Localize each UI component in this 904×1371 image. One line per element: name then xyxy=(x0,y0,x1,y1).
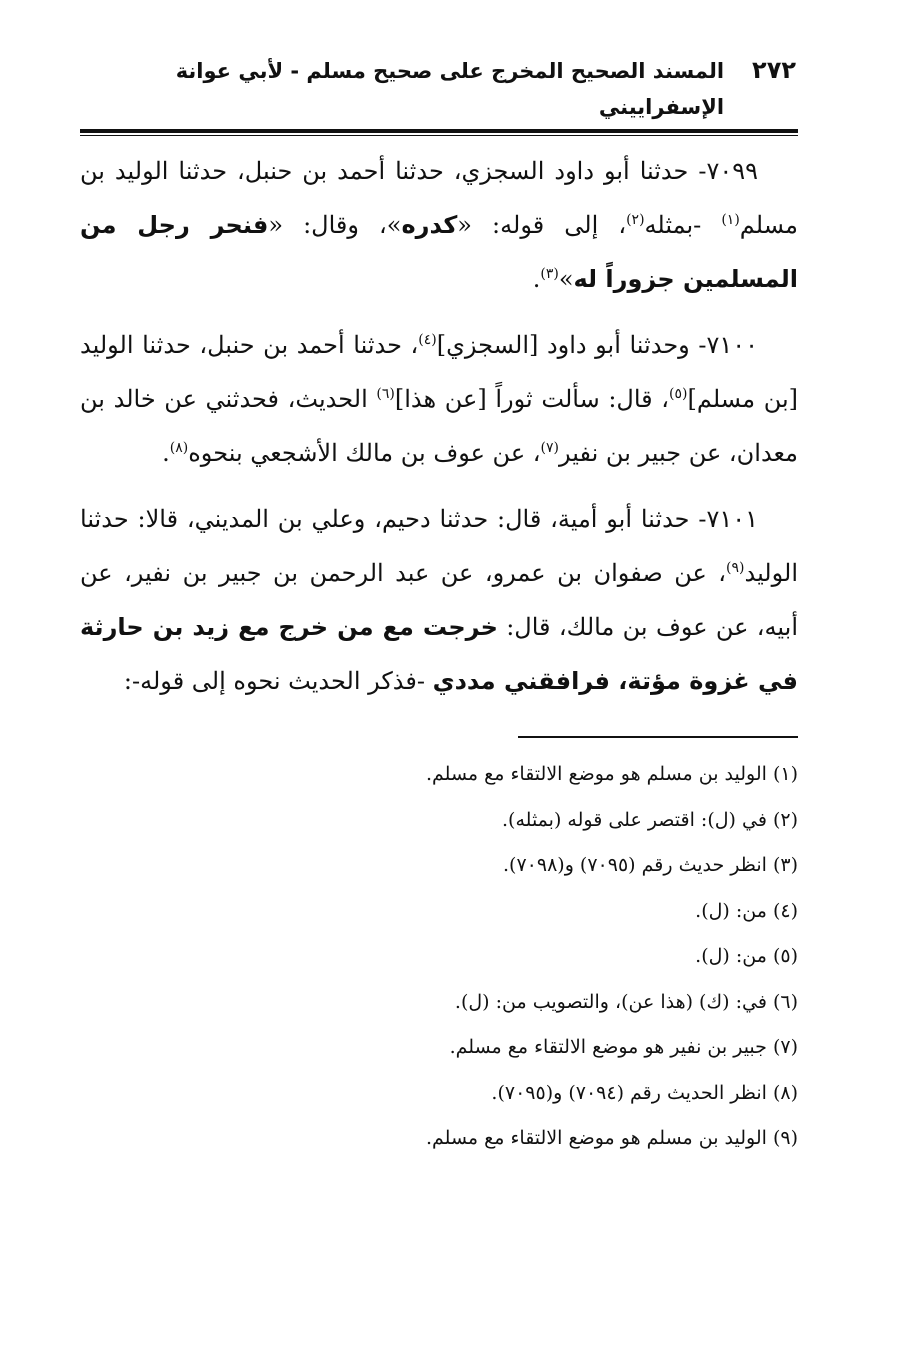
emphasized-text: خرجت مع من خرج مع زيد بن حارثة في غزوة مؤتة، فرافقني مددي xyxy=(80,613,798,695)
page-number: ٢٧٢ xyxy=(752,56,796,84)
hadith-paragraph xyxy=(80,492,798,708)
paragraph-text: ، إلى قوله: « xyxy=(457,211,627,239)
footnote-reference: (٩) xyxy=(726,560,745,576)
paragraph-text: ، عن عوف بن مالك الأشجعي بنحوه xyxy=(188,439,541,467)
footnote: (٦) في: (ك) (هذا عن)، والتصويب من: (ل). xyxy=(454,990,798,1013)
footnote-reference: (٨) xyxy=(169,440,189,456)
footnote-separator xyxy=(518,736,798,738)
footnote-reference: (٣) xyxy=(540,266,559,282)
paragraph-text: الحديث، فحدثني عن خالد بن معدان، عن جبير بن نفير xyxy=(80,385,798,467)
book-page xyxy=(80,52,798,1162)
hadith-body xyxy=(80,144,798,708)
footnote: (١) الوليد بن مسلم هو موضع الالتقاء مع مسلم. xyxy=(426,763,798,785)
paragraph-text: ٧٠٩٩- حدثنا أبو داود السجزي، حدثنا أحمد بن حنبل، حدثنا الوليد بن مسلم xyxy=(80,157,798,239)
footnote: (٧) جبير بن نفير هو موضع الالتقاء مع مسلم. xyxy=(449,1036,798,1058)
footnote: (٢) في (ل): اقتصر على قوله (بمثله). xyxy=(502,808,798,831)
hadith-paragraph xyxy=(80,144,798,306)
paragraph-text: ٧١٠١- حدثنا أبو أمية، قال: حدثنا دحيم، وعلي بن المديني، قالا: حدثنا الوليد xyxy=(80,505,798,587)
paragraph-text: ، قال: سألت ثوراً [عن هذا] xyxy=(394,385,670,413)
footnotes-list xyxy=(80,752,798,1162)
footnote: (٩) الوليد بن مسلم هو موضع الالتقاء مع مسلم. xyxy=(426,1127,798,1149)
paragraph-text: -فذكر الحديث نحوه إلى قوله-: xyxy=(123,667,433,695)
footnote-reference: (١) xyxy=(721,212,740,228)
footnote-reference: (٤) xyxy=(418,332,437,348)
paragraph-text: » xyxy=(558,265,574,293)
paragraph-text: ، حدثنا أحمد بن حنبل، حدثنا الوليد [بن مسلم] xyxy=(80,331,799,413)
paragraph-text: . xyxy=(532,265,541,293)
paragraph-text: . xyxy=(162,439,170,467)
paragraph-text: ، عن صفوان بن عمرو، عن عبد الرحمن بن جبير بن نفير، عن أبيه، عن عوف بن مالك، قال: xyxy=(80,559,799,641)
footnote-reference: (٦) xyxy=(376,386,395,402)
footnote-reference: (٢) xyxy=(626,212,645,228)
footnote-reference: (٧) xyxy=(540,440,559,456)
footnote: (٤) من: (ل). xyxy=(695,899,798,922)
footnote: (٥) من: (ل). xyxy=(695,945,798,967)
footnote: (٣) انظر حديث رقم (٧٠٩٥) و(٧٠٩٨). xyxy=(503,854,798,876)
header-rule xyxy=(80,129,798,136)
running-header xyxy=(80,52,798,125)
footnote: (٨) انظر الحديث رقم (٧٠٩٤) و(٧٠٩٥). xyxy=(491,1081,798,1104)
book-title: المسند الصحيح المخرج على صحيح مسلم - لأبي عوانة الإسفراييني xyxy=(175,59,725,119)
emphasized-text: كدره xyxy=(401,211,458,239)
footnote-reference: (٥) xyxy=(669,386,688,402)
paragraph-text: »، وقال: « xyxy=(268,211,402,239)
paragraph-text: ٧١٠٠- وحدثنا أبو داود [السجزي] xyxy=(436,331,758,359)
emphasized-text: فنحر رجل من المسلمين جزوراً له xyxy=(80,211,798,293)
paragraph-text: -بمثله xyxy=(644,211,722,239)
hadith-paragraph xyxy=(80,318,798,480)
